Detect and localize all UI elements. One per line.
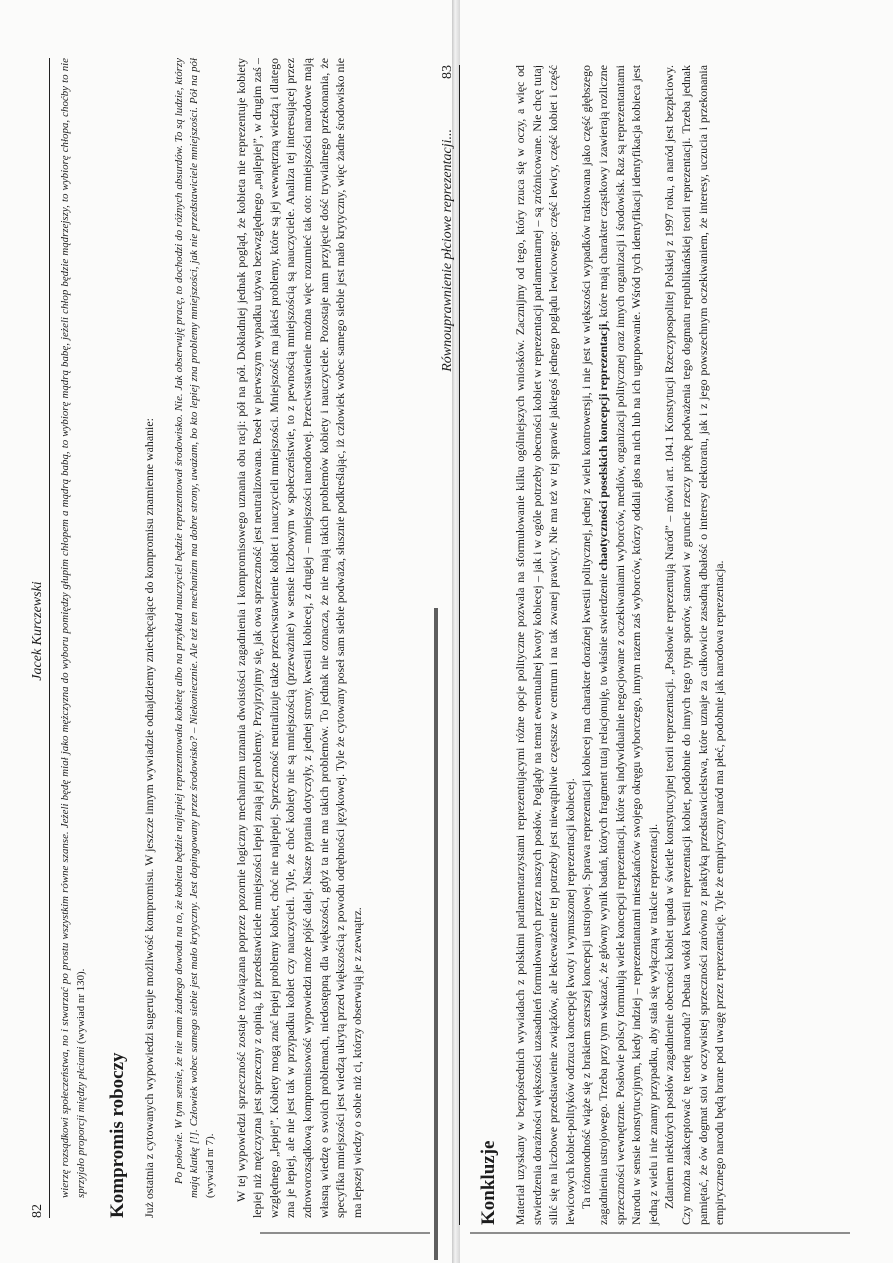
section-title: Konkluzje (478, 1140, 499, 1225)
running-head: Jacek Kurczewski (30, 581, 45, 681)
right-page (440, 65, 838, 1225)
body-paragraph: W tej wypowiedzi sprzeczność zostaje rozwiązana poprzez pozornie logiczny mechanizm uznania dwoistości zagadnienia i kompromisowego uznania obu racji: pół na pół. Dokładniej jednak pogląd, że kobieta nie reprezentuje kobiety lepiej niż mężczyzna jest sprzeczny z opinią, iż przedstawiciele mniejszości lepiej znają jej problemy. Przyjrzyjmy się, jak owa sprzeczność jest neutralizowana. Poseł w pierwszym wypadku używa bezwzględnego „najlepiej”, w drugim zaś – względnego „lepiej”. Kobiety mogą znać lepiej problemy kobiet, choć nie najlepiej. Sprzeczność neutralizuje także przeciwstawienie kobiet i nauczycieli mniejszości. Mniejszość ma jakieś problemy, które są jej wewnętrzną wiedzą i dlatego zna je lepiej, ale nie jest tak w przypadku kobiet czy nauczycieli. Tyle, że choć kobiety nie są mniejszością (przeważnie) w sensie liczbowym w społeczeństwie, to z pewnością mniejszością są nauczyciele. Analiza tej interesującej przez zdroworozsądkową kompromisowość wypowiedzi może pójść dalej. Nasze pytania dotyczyły, z jednej strony, kwestii kobiecej, z drugiej – mniejszości narodowej. Przeciwstawienie można więc rozumieć tak oto: mniejszości narodowe mają własną wiedzę o swoich problemach, niedostępną dla większości, gdyż ta nie ma takich problemów. To jednak nie oznacza, że nie mają takich problemów kobiety i nauczyciele. Pozostaje nam przyjęcie dość trywialnego przekonania, że specyfika mniejszości jest wiedzą ukrytą przed większością z powodu odrębności językowej. Tyle że cytowany poseł sam siebie podważa, słusznie podkreślając, iż człowiek wobec samego siebie jest mało krytyczny, więc żadne środowisko nie ma lepszej wiedzy o sobie niż ci, którzy obserwują je z zewnątrz. (233, 58, 364, 1218)
quote-text: Po połowie. W tym sensie, że nie mam żadnego dowodu na to, że kobieta będzie najlepiej reprezentowała kobietę albo na przykład nauczyciel będzie reprezentował środowisko. Nie. Jak obserwuję pracę, to dochodzi do różnych absurdów. To są ludzie, którzy mają klatkę [!]. Człowiek wobec samego siebie jest mało krytyczny. Jest dopingowany przez środowisko? – Niekoniecznie. Ale też ten mechanizm ma dobre strony, uważam, bo kto lepiej zna problemy mniejszości, jak nie przedstawiciele mniejszości. Pół na pół (172, 58, 201, 1198)
page-header (30, 58, 50, 1218)
scan-edge-line (470, 1232, 850, 1234)
scan-shadow-line (434, 608, 438, 1260)
body-paragraph (578, 65, 661, 1225)
page-number: 83 (440, 65, 455, 79)
quote-source: (wywiad nr 7). (203, 1133, 216, 1198)
page-header (440, 65, 460, 1225)
body-paragraph: Materiał uzyskany w bezpośrednich wywiadach z polskimi parlamentarzystami reprezentującymi różne opcje polityczne pozwala na sformułowanie kilku ogólniejszych wniosków. Zacznijmy od tego, który rzuca się w oczy, a więc od stwierdzenia doraźności większości uzasadnień formułowanych przez naszych posłów. Poglądy na temat ewentualnej kwoty kobiecej – jak i w ogóle potrzeby obecności kobiet w reprezentacji parlamentarnej – są zróżnicowane. Nie chcę tutaj silić się na liczbowe przedstawienie związków, ale lekceważenie tej potrzeby jest niewątpliwie częstsze w centrum i na tak zwanej prawicy. Nie ma też w tej sprawie jakiegoś jednego poglądu lewicowego: część lewicy, część kobiet i część lewicowych kobiet-polityków odrzuca koncepcję kwoty i wymuszonej reprezentacji kobiecej. (513, 65, 577, 1225)
quote-text: wierzę rozsądkowi społeczeństwa, no i stwarzać po prostu wszystkim równe szanse. Jeżeli będę miał jako mężczyzna do wyboru pomiędzy głupim chłopem a mądrą babą, to wybiorę mądrą babę, jeżeli chłop będzie mądrzejszy, to wybiorę chłopa, choćby to nie sprzyjało proporcji między płciami (59, 58, 87, 1198)
paragraph-text: Ta różnorodność wiąże się z brakiem szerszej koncepcji ustrojowej. Sprawa reprezentacji kobiecej ma charakter doraźnej kwestii politycznej, jednej z wielu kontrowersji, i nie jest w większości wypadków traktowana jako część głębszego zagadnienia ustrojowego. Trzeba przy tym wskazać, że główny wynik badań, których fragment tutaj relacjonuję, to właśnie stwierdzenie (579, 65, 610, 1225)
running-head: Równouprawnienie płciowe reprezentacji... (440, 129, 455, 372)
section-title: Kompromis roboczy (107, 1052, 129, 1218)
emphasis-text: chaotyczności poselskich koncepcji reprezentacji (595, 323, 610, 571)
paragraph-text: , które mają charakter cząstkowy i zawierają rozliczne sprzeczności wewnętrzne. Posłowie polscy formułują wiele koncepcji reprezentacji, które są indywidualnie negocjowane z oczekiwaniami wyborców, mediów, organizacji politycznej oraz innych organizacji i środowisk. Raz są reprezentantami Narodu w sensie konstytucyjnym, kiedy indziej – reprezentantami mieszkańców swojego okręgu wyborczego, innym razem zaś wyborców, którzy oddali głos na nich lub na ich ugrupowanie. Wśród tych identyfikacji identyfikacja kobieca jest jedną z wielu i nie znamy przypadku, aby stała się wyłączną w trakcie reprezentacji. (595, 65, 660, 1225)
body-paragraph: Zdaniem niektórych posłów zagadnienie obecności kobiet upada w świetle konstytucyjnej teorii reprezentacji. „Posłowie reprezentują Naród” – mówi art. 104.1 Konstytucji Rzeczypospolitej Polskiej z 1997 roku, a naród jest bezpłciowy. Czy można zaakceptować tę teorię narodu? Debata wokół kwestii reprezentacji kobiet, podobnie do innych tego typu sporów, stanowi w gruncie rzeczy próbę podważenia tego dogmatu republikańskiej teorii reprezentacji. Trzeba jednak pamiętać, że ów dogmat stoi w oczywistej sprzeczności zarówno z praktyką przedstawicielstwa, które uznaje za całkowicie zasadną dbałość o interesy elektoratu, jak i z jego powszechnym oczekiwaniem, że interesy, uczucia i przekonania empirycznego narodu będą brane pod uwagę przez reprezentację. Tyle że empiryczny naród ma płeć, podobnie jak narodowa reprezentacja. (662, 65, 727, 1225)
quote-source: (wywiad nr 130). (74, 968, 87, 1047)
block-quote (172, 58, 219, 1198)
body-paragraph: Już ostatnia z cytowanych wypowiedzi sugeruje możliwość kompromisu. W jeszcze innym wywiadzie odnajdziemy zniechęcające do kompromisu znamienne wahanie: (142, 418, 157, 1218)
left-page (30, 58, 428, 1218)
block-quote (58, 58, 89, 1198)
scan-edge-line (260, 1232, 430, 1234)
page-number: 82 (30, 1204, 45, 1218)
